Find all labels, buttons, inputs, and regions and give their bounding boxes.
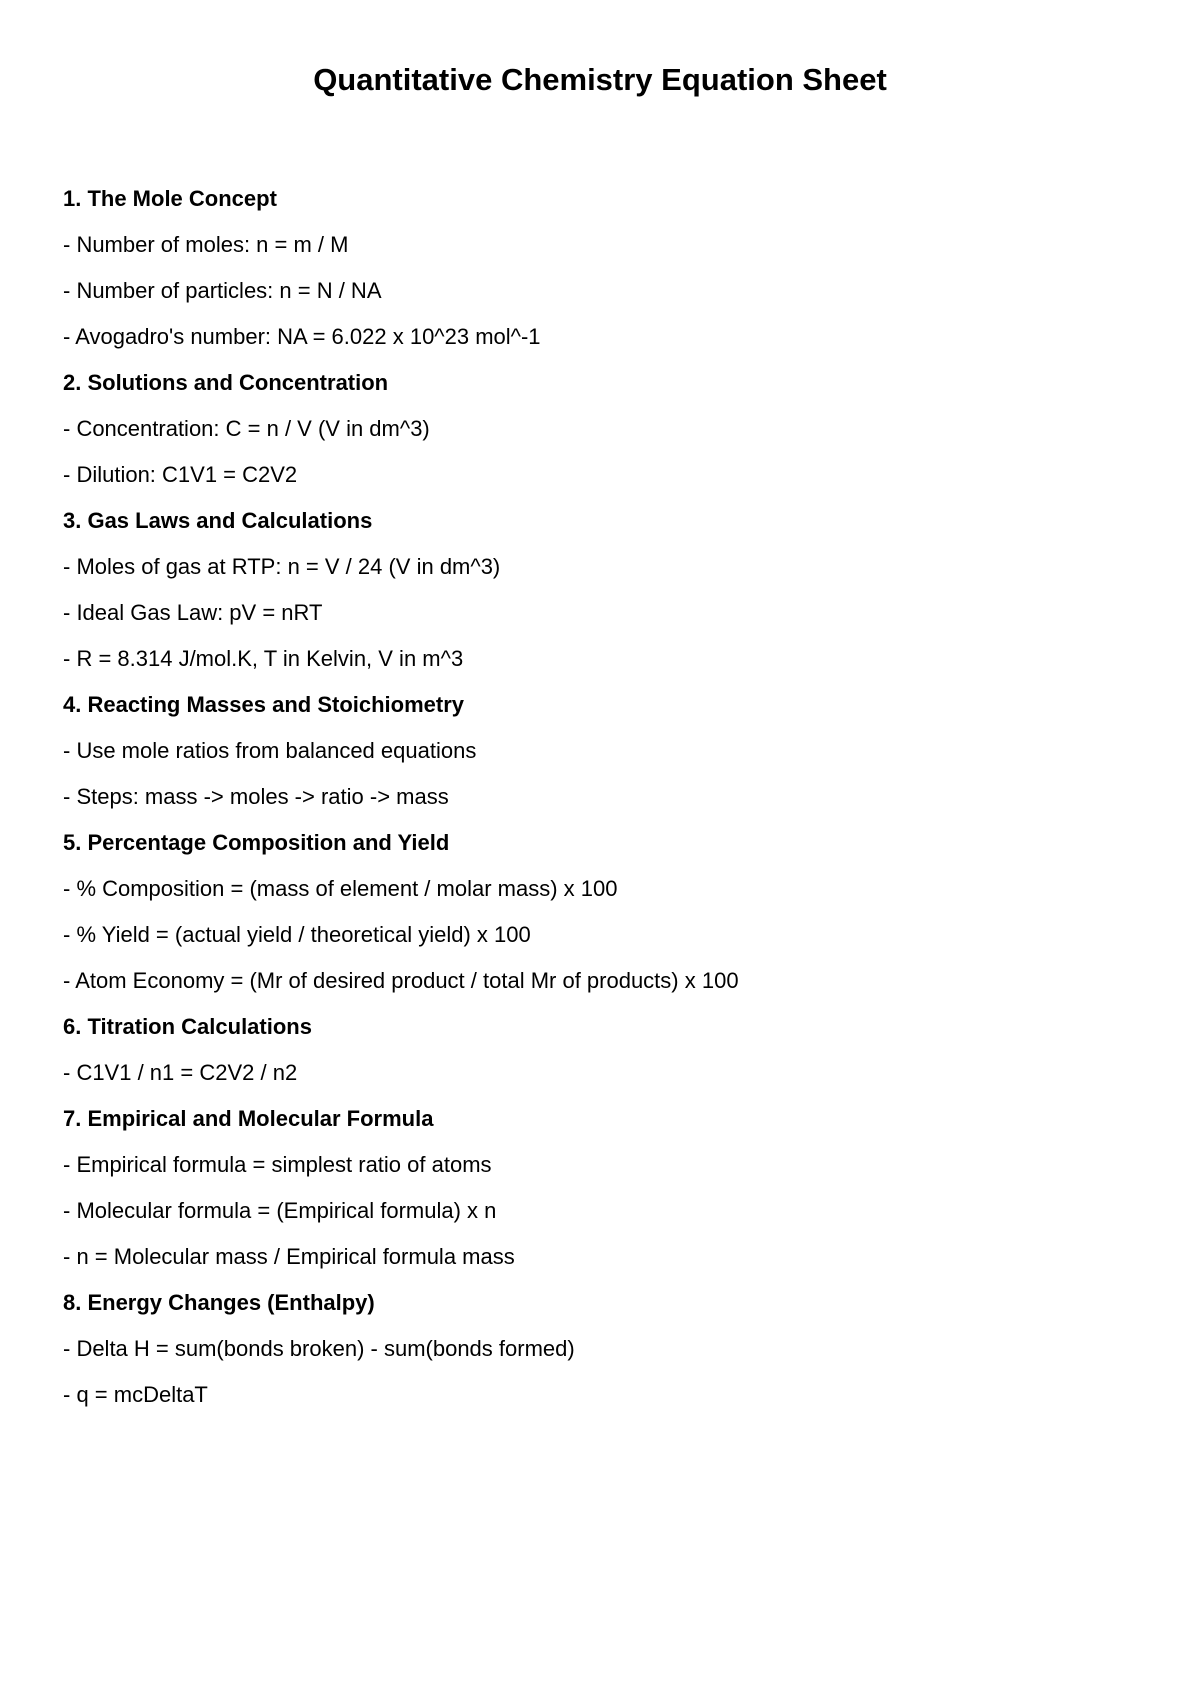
equation-line: - Avogadro's number: NA = 6.022 x 10^23 mol^-1 [63, 324, 541, 349]
section-heading: 7. Empirical and Molecular Formula [63, 1106, 434, 1131]
equation-line: - Number of moles: n = m / M [63, 232, 349, 257]
equation-line: - Delta H = sum(bonds broken) - sum(bonds formed) [63, 1336, 575, 1361]
section-gas-laws [63, 506, 1143, 674]
equation-line: - Ideal Gas Law: pV = nRT [63, 600, 323, 625]
equation-line: - % Composition = (mass of element / molar mass) x 100 [63, 876, 618, 901]
section-energy-changes [63, 1288, 1143, 1410]
equation-line: - Empirical formula = simplest ratio of atoms [63, 1152, 492, 1177]
section-heading: 2. Solutions and Concentration [63, 370, 389, 395]
equation-line: - R = 8.314 J/mol.K, T in Kelvin, V in m^3 [63, 646, 464, 671]
section-heading: 8. Energy Changes (Enthalpy) [63, 1290, 375, 1315]
section-heading: 6. Titration Calculations [63, 1014, 312, 1039]
section-heading: 4. Reacting Masses and Stoichiometry [63, 692, 465, 717]
section-titration [63, 1012, 1143, 1088]
page-title: Quantitative Chemistry Equation Sheet [313, 62, 887, 97]
equation-line: - Number of particles: n = N / NA [63, 278, 382, 303]
section-reacting-masses [63, 690, 1143, 812]
equation-line: - Atom Economy = (Mr of desired product / total Mr of products) x 100 [63, 968, 739, 993]
equation-line: - Molecular formula = (Empirical formula) x n [63, 1198, 497, 1223]
equation-line: - % Yield = (actual yield / theoretical yield) x 100 [63, 922, 531, 947]
equation-line: - Concentration: C = n / V (V in dm^3) [63, 416, 430, 441]
equation-line: - C1V1 / n1 = C2V2 / n2 [63, 1060, 298, 1085]
equation-line: - q = mcDeltaT [63, 1382, 208, 1407]
equation-line: - Dilution: C1V1 = C2V2 [63, 462, 298, 487]
equation-line: - Use mole ratios from balanced equations [63, 738, 477, 763]
section-heading: 1. The Mole Concept [63, 186, 277, 211]
section-solutions-concentration [63, 368, 1143, 490]
equation-line: - Steps: mass -> moles -> ratio -> mass [63, 784, 449, 809]
equation-sections [63, 184, 1143, 1426]
section-heading: 5. Percentage Composition and Yield [63, 830, 450, 855]
section-mole-concept [63, 184, 1143, 352]
section-heading: 3. Gas Laws and Calculations [63, 508, 373, 533]
section-empirical-molecular [63, 1104, 1143, 1272]
equation-line: - Moles of gas at RTP: n = V / 24 (V in dm^3) [63, 554, 501, 579]
section-percentage-composition [63, 828, 1143, 996]
equation-line: - n = Molecular mass / Empirical formula mass [63, 1244, 515, 1269]
